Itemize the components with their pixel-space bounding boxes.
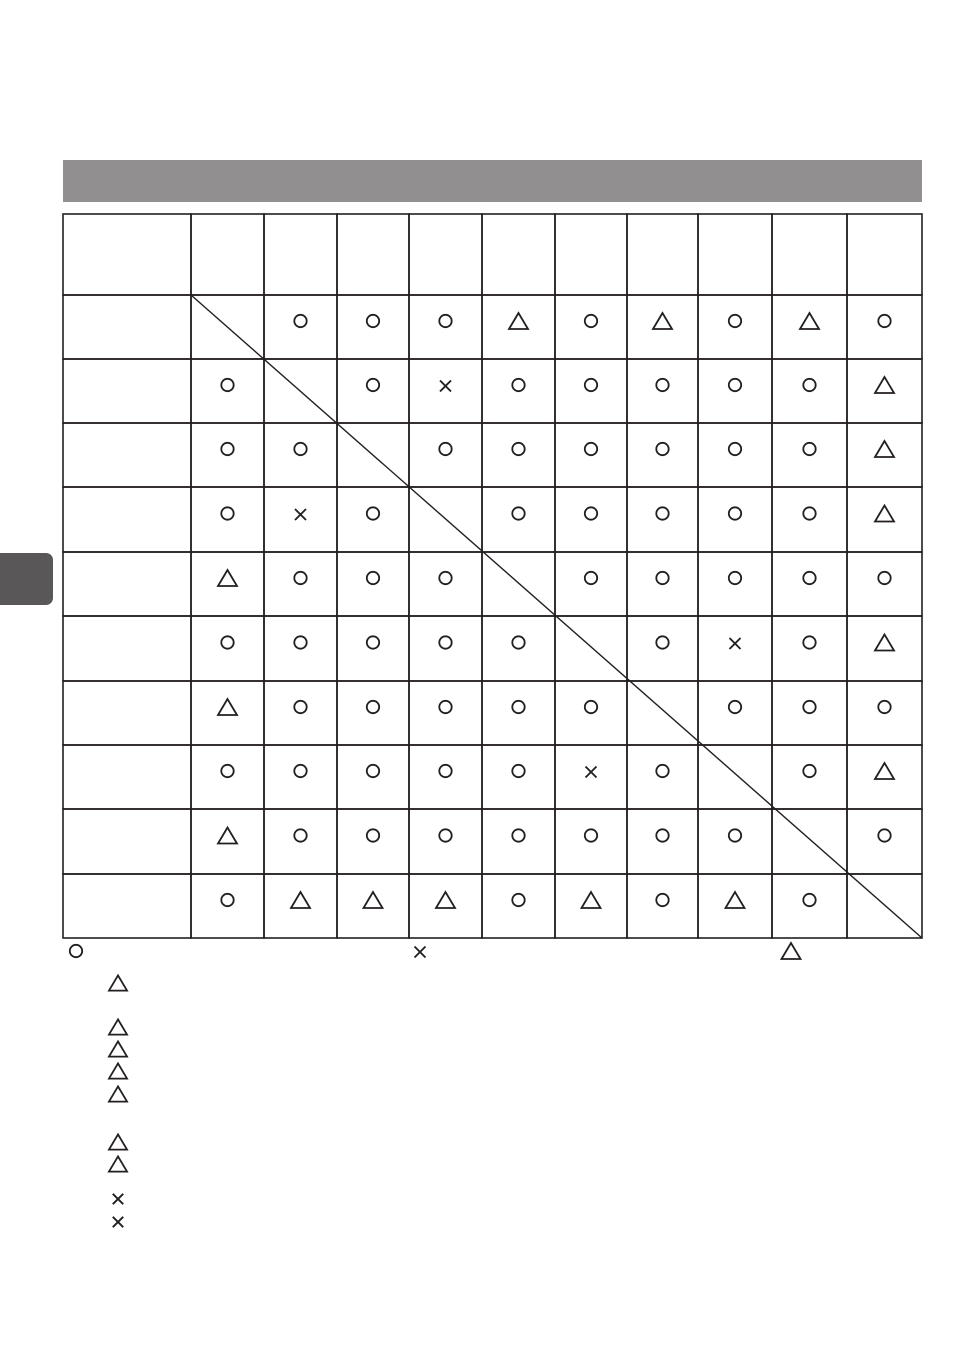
row-header-cell [63, 745, 191, 809]
triangle-icon [109, 1063, 127, 1078]
triangle-icon [726, 892, 745, 908]
circle-icon [803, 636, 815, 648]
circle-icon [512, 894, 524, 906]
circle-icon [878, 315, 890, 327]
circle-icon [656, 636, 668, 648]
matrix-cell [337, 874, 409, 938]
triangle-icon [875, 506, 894, 522]
triangle-icon [109, 1134, 127, 1149]
circle-icon [803, 572, 815, 584]
column-header-cell [627, 214, 698, 295]
circle-icon [294, 636, 306, 648]
matrix-cell [482, 295, 555, 359]
matrix-cell [191, 681, 264, 745]
triangle-icon [109, 1041, 127, 1056]
circle-icon [439, 572, 451, 584]
triangle-icon [653, 313, 672, 329]
circle-icon [294, 701, 306, 713]
matrix-cell [698, 745, 772, 809]
circle-icon [729, 379, 741, 391]
circle-icon [729, 315, 741, 327]
circle-icon [585, 315, 597, 327]
circle-icon [803, 765, 815, 777]
matrix-cell [698, 874, 772, 938]
triangle-icon [218, 699, 237, 715]
circle-icon [367, 765, 379, 777]
matrix-cell [191, 552, 264, 616]
triangle-icon [109, 1156, 127, 1171]
triangle-icon [109, 1019, 127, 1034]
circle-icon [294, 829, 306, 841]
circle-icon [439, 636, 451, 648]
column-header-cell [772, 214, 847, 295]
circle-icon [585, 572, 597, 584]
circle-icon [221, 507, 233, 519]
circle-icon [512, 379, 524, 391]
row-header-cell [63, 295, 191, 359]
triangle-icon [875, 635, 894, 651]
circle-icon [878, 829, 890, 841]
triangle-icon [800, 313, 819, 329]
circle-icon [512, 507, 524, 519]
triangle-icon [582, 892, 601, 908]
circle-icon [585, 507, 597, 519]
triangle-icon [875, 441, 894, 457]
circle-icon [70, 945, 82, 957]
row-header-cell [63, 809, 191, 874]
circle-icon [585, 829, 597, 841]
circle-icon [512, 829, 524, 841]
circle-icon [439, 315, 451, 327]
circle-icon [729, 829, 741, 841]
circle-icon [439, 701, 451, 713]
row-header-cell [63, 874, 191, 938]
triangle-icon [109, 975, 127, 990]
circle-icon [512, 765, 524, 777]
circle-icon [656, 894, 668, 906]
circle-icon [729, 507, 741, 519]
row-header-cell [63, 423, 191, 487]
row-header-cell [63, 616, 191, 681]
matrix-cell [264, 487, 337, 552]
matrix-cell [847, 487, 922, 552]
circle-icon [803, 507, 815, 519]
matrix-cell [627, 295, 698, 359]
matrix-cell [555, 616, 627, 681]
column-header-cell [63, 214, 191, 295]
circle-icon [221, 765, 233, 777]
column-header-cell [191, 214, 264, 295]
matrix-cell [409, 874, 482, 938]
circle-icon [367, 829, 379, 841]
column-header-cell [264, 214, 337, 295]
triangle-icon [782, 943, 801, 959]
matrix-cell [264, 874, 337, 938]
column-header-cell [337, 214, 409, 295]
column-header-cell [555, 214, 627, 295]
circle-icon [656, 572, 668, 584]
circle-icon [878, 701, 890, 713]
circle-icon [294, 572, 306, 584]
circle-icon [512, 636, 524, 648]
circle-icon [512, 701, 524, 713]
circle-icon [803, 894, 815, 906]
matrix-cell [847, 359, 922, 423]
circle-icon [803, 379, 815, 391]
circle-icon [729, 572, 741, 584]
matrix-cell [191, 809, 264, 874]
circle-icon [729, 443, 741, 455]
circle-icon [439, 765, 451, 777]
matrix-cell [698, 616, 772, 681]
triangle-icon [875, 377, 894, 393]
row-header-cell [63, 359, 191, 423]
circle-icon [878, 572, 890, 584]
triangle-icon [364, 892, 383, 908]
row-header-cell [63, 681, 191, 745]
column-header-cell [698, 214, 772, 295]
row-header-cell [63, 552, 191, 616]
triangle-icon [875, 763, 894, 779]
circle-icon [656, 379, 668, 391]
circle-icon [439, 829, 451, 841]
circle-icon [803, 443, 815, 455]
circle-icon [512, 443, 524, 455]
circle-icon [367, 701, 379, 713]
matrix-cell [627, 681, 698, 745]
matrix-cell [555, 745, 627, 809]
circle-icon [585, 701, 597, 713]
circle-icon [585, 379, 597, 391]
circle-icon [367, 315, 379, 327]
triangle-icon [436, 892, 455, 908]
matrix-cell [555, 874, 627, 938]
row-header-cell [63, 487, 191, 552]
circle-icon [585, 443, 597, 455]
circle-icon [803, 701, 815, 713]
circle-icon [367, 379, 379, 391]
circle-icon [656, 829, 668, 841]
matrix-cell [772, 809, 847, 874]
circle-icon [367, 507, 379, 519]
circle-icon [656, 765, 668, 777]
matrix-cell [847, 616, 922, 681]
triangle-icon [109, 1086, 127, 1101]
circle-icon [656, 507, 668, 519]
circle-icon [439, 443, 451, 455]
matrix-cell [772, 295, 847, 359]
circle-icon [221, 894, 233, 906]
circle-icon [367, 572, 379, 584]
circle-icon [729, 701, 741, 713]
circle-icon [367, 636, 379, 648]
matrix-cell [847, 423, 922, 487]
column-header-cell [482, 214, 555, 295]
triangle-icon [509, 313, 528, 329]
column-header-cell [847, 214, 922, 295]
circle-icon [656, 443, 668, 455]
circle-icon [221, 636, 233, 648]
triangle-icon [291, 892, 310, 908]
matrix-cell [847, 745, 922, 809]
triangle-icon [218, 828, 237, 844]
column-header-cell [409, 214, 482, 295]
triangle-icon [218, 570, 237, 586]
matrix-cell [409, 359, 482, 423]
circle-icon [221, 443, 233, 455]
circle-icon [221, 379, 233, 391]
circle-icon [294, 443, 306, 455]
circle-icon [294, 765, 306, 777]
circle-icon [294, 315, 306, 327]
